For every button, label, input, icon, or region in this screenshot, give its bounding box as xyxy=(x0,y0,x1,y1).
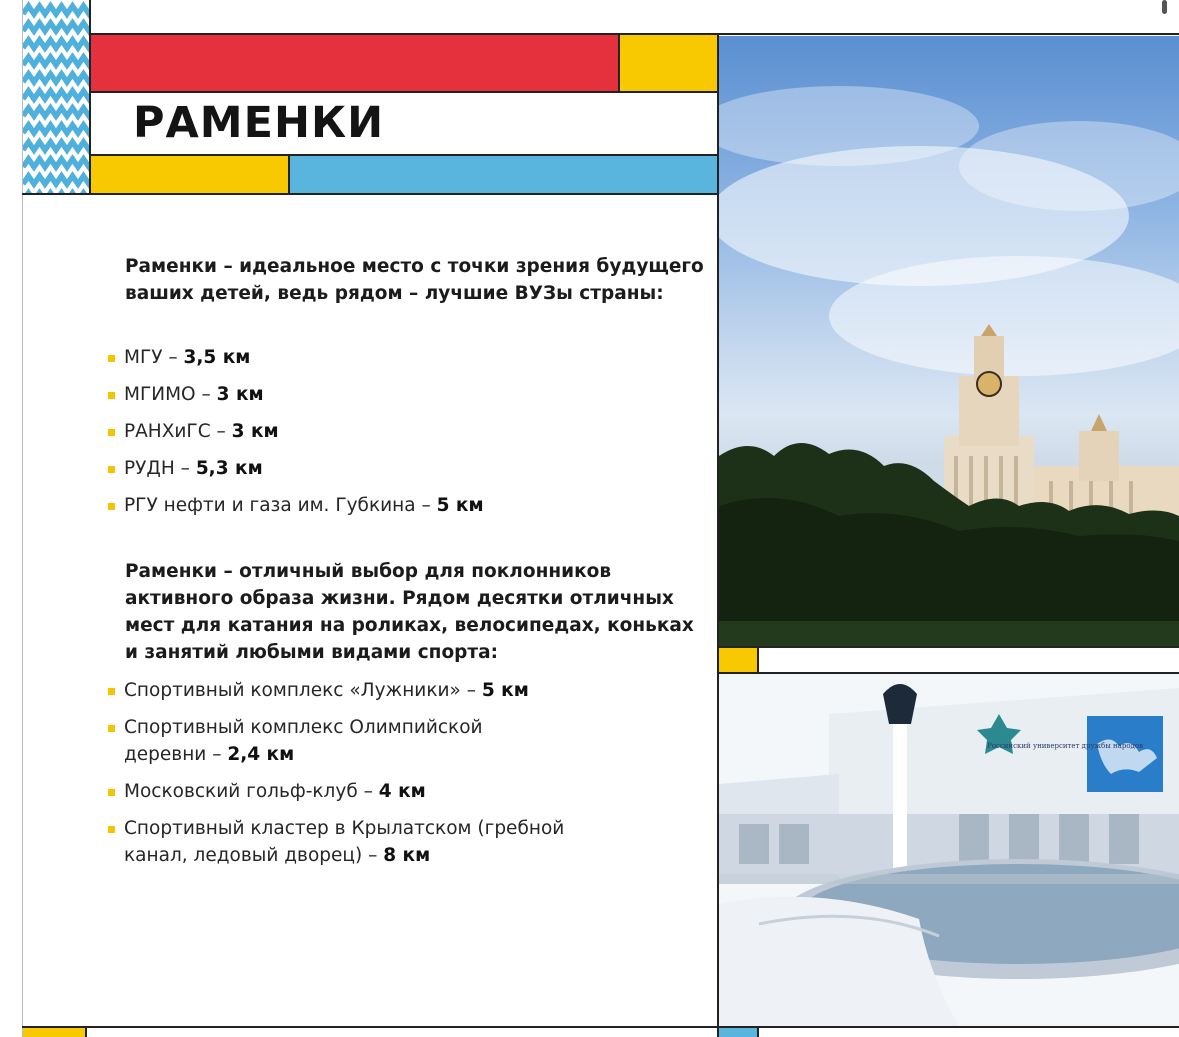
list-item: Спортивный кластер в Крылатском (гребной канал, ледовый дворец) – 8 км xyxy=(108,815,584,869)
small-yellow-block xyxy=(719,647,757,672)
bullet-icon xyxy=(108,466,115,473)
divider xyxy=(85,1028,87,1037)
divider xyxy=(757,1028,759,1037)
bullet-icon xyxy=(108,826,115,833)
rudn-illustration xyxy=(719,674,1179,1026)
divider xyxy=(22,1026,1179,1028)
universities-list xyxy=(108,344,708,519)
section1-intro: Раменки – идеальное место с точки зрения будущего ваших детей, ведь рядом – лучшие ВУЗы страны: xyxy=(125,256,704,304)
list-item: Московский гольф-клуб – 4 км xyxy=(108,778,584,805)
bullet-icon xyxy=(108,429,115,436)
bullet-icon xyxy=(108,725,115,732)
bullet-icon xyxy=(108,688,115,695)
list-item: РГУ нефти и газа им. Губкина – 5 км xyxy=(108,492,708,519)
header-yellow-block xyxy=(619,34,718,91)
list-item: Спортивный комплекс «Лужники» – 5 км xyxy=(108,677,584,704)
divider xyxy=(288,156,290,193)
bullet-icon xyxy=(108,503,115,510)
rudn-sign: Российский университет дружбы народов xyxy=(987,742,1144,750)
divider xyxy=(89,91,718,93)
divider xyxy=(89,0,91,194)
bullet-icon xyxy=(108,789,115,796)
header-red-bar xyxy=(89,34,619,91)
bottom-yellow-block xyxy=(23,1028,85,1037)
section2-intro: Раменки – отличный выбор для поклонников активного образа жизни. Рядом десятки отличных мест для катания на роликах, велосипедах, коньках и занятий любыми видами спорта: xyxy=(125,561,694,663)
list-item: МГУ – 3,5 км xyxy=(108,344,708,371)
divider xyxy=(89,33,1179,35)
list-item: РАНХиГС – 3 км xyxy=(108,418,708,445)
divider xyxy=(618,34,620,91)
page-title: РАМЕНКИ xyxy=(133,98,385,148)
rudn-photo xyxy=(719,674,1179,1026)
divider xyxy=(22,193,718,195)
blue-bar xyxy=(290,156,718,193)
list-item: МГИМО – 3 км xyxy=(108,381,708,408)
university-photo xyxy=(719,36,1179,646)
bullet-icon xyxy=(108,392,115,399)
university-illustration xyxy=(719,36,1179,646)
chevron-pattern xyxy=(23,0,89,194)
scrollbar[interactable] xyxy=(1162,0,1167,14)
list-item: РУДН – 5,3 км xyxy=(108,455,708,482)
bottom-blue-block xyxy=(719,1028,757,1037)
bullet-icon xyxy=(108,355,115,362)
yellow-bar xyxy=(89,156,288,193)
divider xyxy=(757,647,759,672)
divider xyxy=(719,646,1179,648)
sports-list xyxy=(108,677,565,869)
list-item: Спортивный комплекс Олимпийской деревни – 2,4 км xyxy=(108,714,528,768)
